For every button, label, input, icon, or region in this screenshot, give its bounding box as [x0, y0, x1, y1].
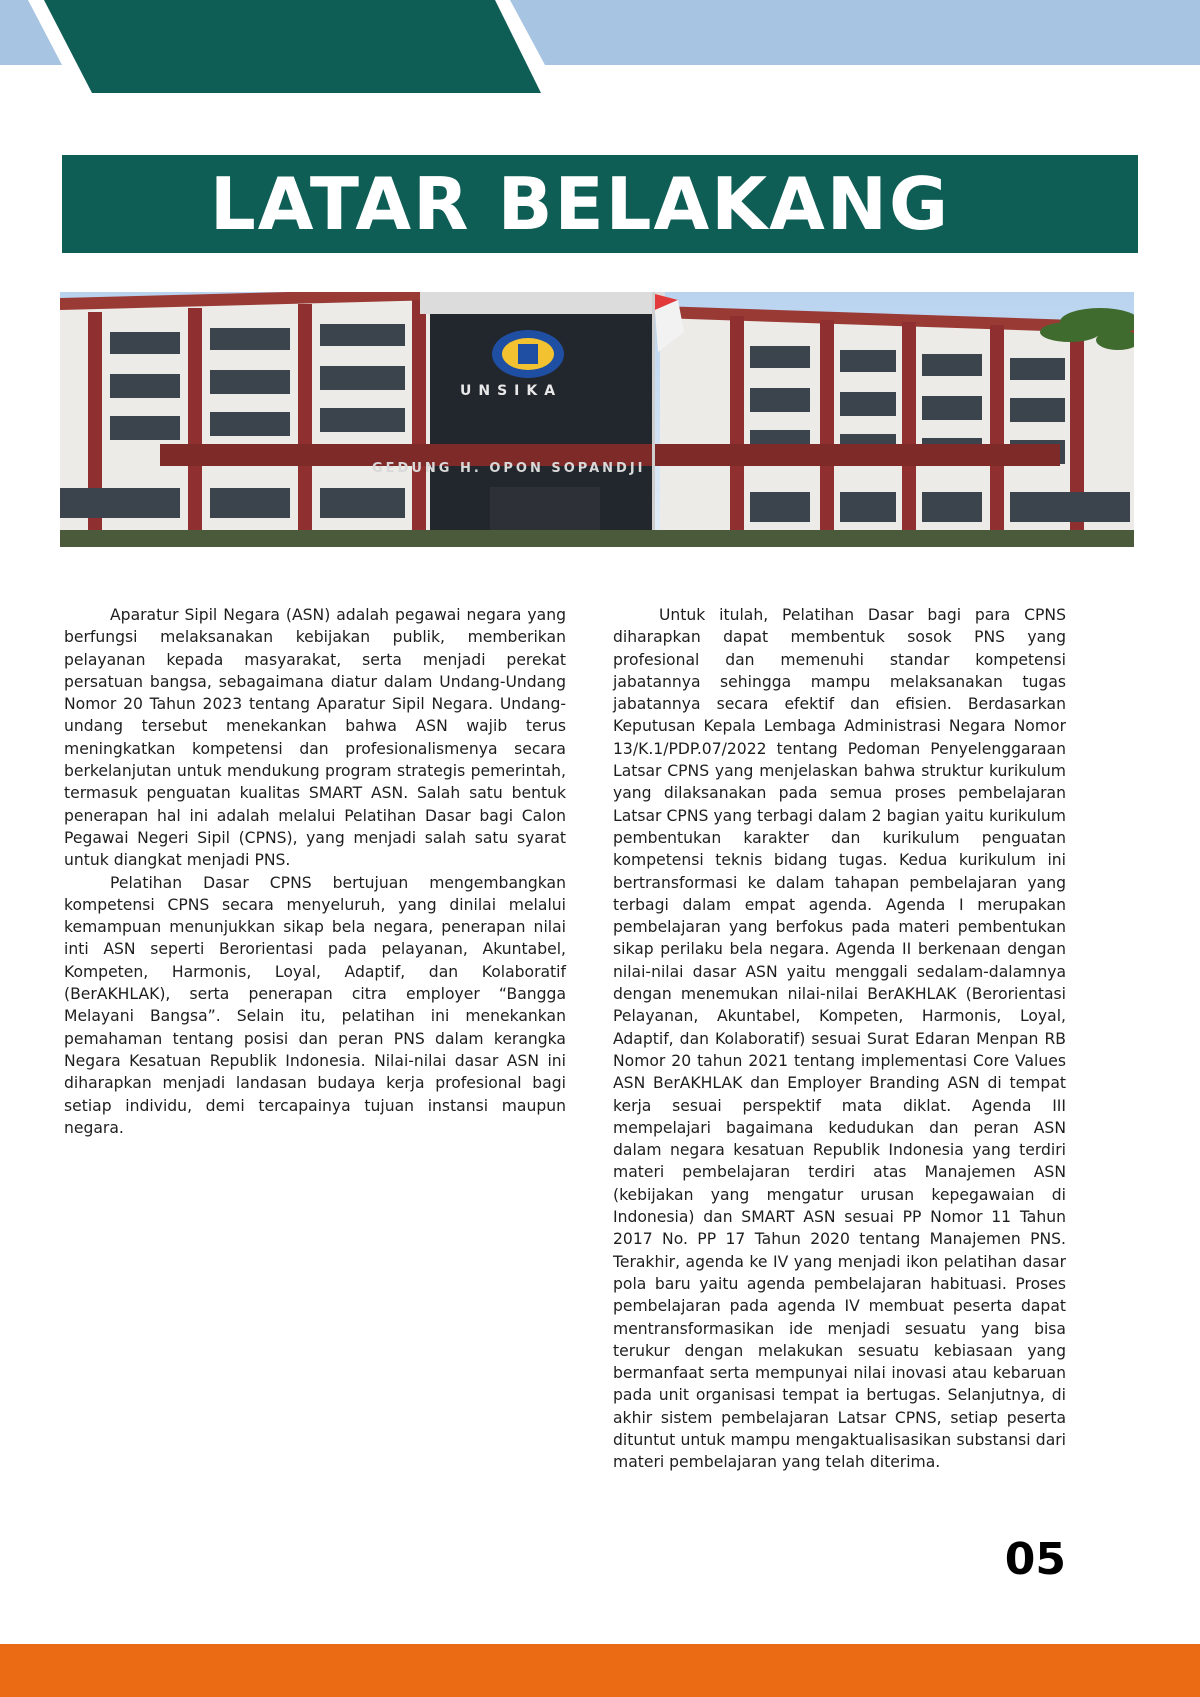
building-illustration	[60, 292, 1134, 547]
building-sign: UNSIKA	[460, 383, 563, 399]
header-green-parallelogram	[44, 0, 541, 93]
header-blue-band-right	[510, 0, 1200, 65]
ground	[60, 530, 1134, 547]
building-photo	[60, 292, 1134, 547]
page-title: LATAR BELAKANG	[209, 162, 951, 246]
header-decoration	[0, 0, 1200, 100]
right-column	[613, 604, 1066, 1474]
left-paragraph-1: Aparatur Sipil Negara (ASN) adalah pegawai negara yang berfungsi melaksanakan kebijakan publik, memberikan pelayanan kepada masyarakat, serta menjadi perekat persatuan bangsa, sebagaimana diatur dalam Undang-Undang Nomor 20 Tahun 2023 tentang Aparatur Sipil Negara. Undang-undang tersebut menekankan bahwa ASN wajib terus meningkatkan kompetensi dan profesionalismenya secara berkelanjutan untuk mendukung program strategis pemerintah, termasuk penguatan kualitas SMART ASN. Salah satu bentuk penerapan hal ini adalah melalui Pelatihan Dasar bagi Calon Pegawai Negeri Sipil (CPNS), yang menjadi salah satu syarat untuk diangkat menjadi PNS.	[64, 606, 566, 870]
university-logo-icon	[492, 330, 564, 378]
building-name-sign: GEDUNG H. OPON SOPANDJI	[372, 461, 646, 476]
title-banner	[62, 155, 1138, 253]
right-paragraph-1: Untuk itulah, Pelatihan Dasar bagi para CPNS diharapkan dapat membentuk sosok PNS yang profesional dan memenuhi standar kompetensi jabatannya sehingga mampu melaksanakan tugas jabatannya secara efektif dan efisien. Berdasarkan Keputusan Kepala Lembaga Administrasi Negara Nomor 13/K.1/PDP.07/2022 tentang Pedoman Penyelenggaraan Latsar CPNS yang menjelaskan bahwa struktur kurikulum yang dilaksanakan pada semua proses pembelajaran Latsar CPNS yang terbagi dalam 2 bagian yaitu kurikulum pembentukan karakter dan kurikulum penguatan kompetensi teknis bidang tugas. Kedua kurikulum ini bertransformasi ke dalam tahapan pembelajaran yang terbagi dalam empat agenda. Agenda I merupakan pembelajaran yang berfokus pada materi pembentukan sikap perilaku bela negara. Agenda II berkenaan dengan nilai-nilai dasar ASN yaitu menggali sedalam-dalamnya dengan menemukan nilai-nilai BerAKHLAK (Berorientasi Pelayanan, Akuntabel, Kompeten, Harmonis, Loyal, Adaptif, dan Kolaboratif) sesuai Surat Edaran Menpan RB Nomor 20 tahun 2021 tentang implementasi Core Values ASN BerAKHLAK dan Employer Branding ASN di tempat kerja sesuai perspektif mata diklat. Agenda III mempelajari bagaimana kedudukan dan peran ASN dalam negara kesatuan Republik Indonesia yang terdiri materi pembelajaran terdiri atas Manajemen ASN (kebijakan yang mengatur urusan kepegawaian di Indonesia) dan SMART ASN sesuai PP Nomor 11 Tahun 2017 No. PP 17 Tahun 2020 tentang Manajemen PNS. Terakhir, agenda ke IV yang menjadi ikon pelatihan dasar pola baru yaitu agenda pembelajaran habituasi. Proses pembelajaran pada agenda IV membuat peserta dapat mentransformasikan ide menjadi sesuatu yang bisa terukur dengan melakukan sesuatu kebiasaan yang bermanfaat serta mempunyai nilai inovasi atau kebaruan pada unit organisasi tempat ia bertugas. Selanjutnya, di akhir sistem pembelajaran Latsar CPNS, setiap peserta dituntut untuk mampu mengaktualisasikan substansi dari materi pembelajaran yang telah diterima.	[613, 606, 1066, 1472]
left-column	[64, 604, 566, 1139]
page-number: 05	[1004, 1534, 1066, 1585]
left-paragraph-2: Pelatihan Dasar CPNS bertujuan mengembangkan kompetensi CPNS secara menyeluruh, yang dinilai melalui kemampuan menunjukkan sikap bela negara, penerapan nilai inti ASN seperti Berorientasi pada pelayanan, Akuntabel, Kompeten, Harmonis, Loyal, Adaptif, dan Kolaboratif (BerAKHLAK), serta penerapan citra employer “Bangga Melayani Bangsa”. Selain itu, pelatihan ini menekankan pemahaman tentang posisi dan peran PNS dalam kerangka Negara Kesatuan Republik Indonesia. Nilai-nilai dasar ASN ini diharapkan menjadi landasan budaya kerja profesional bagi setiap individu, demi tercapainya tujuan instansi maupun negara.	[64, 873, 566, 1137]
flagpole	[652, 292, 655, 547]
footer-band	[0, 1644, 1200, 1697]
tower-frame	[420, 292, 665, 314]
